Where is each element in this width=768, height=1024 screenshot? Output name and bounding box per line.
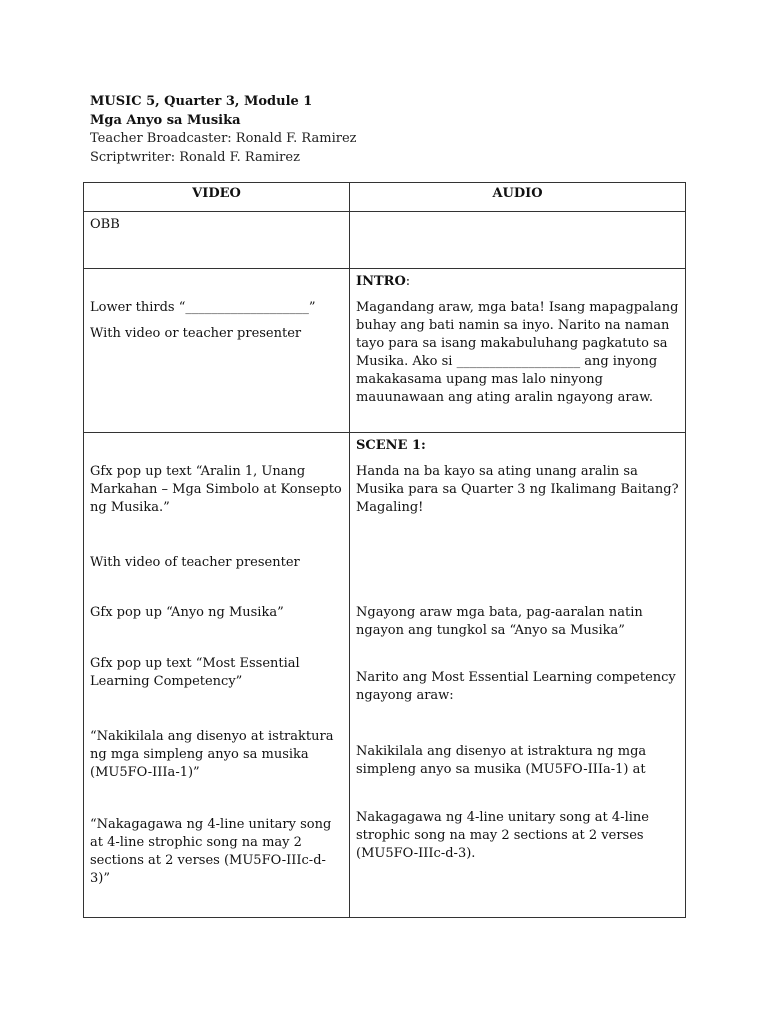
scene1-audio-intro: Handa na ba kayo sa ating unang aralin sa Musika para sa Quarter 3 ng Ikalimang Baitang? Magaling! — [356, 464, 679, 515]
scene1-video-presenter: With video of teacher presenter — [90, 555, 300, 570]
scene1-audio-anyo: Ngayong araw mga bata, pag-aaralan natin ngayon ang tungkol sa “Anyo sa Musika” — [356, 605, 643, 638]
scene1-competency-2: “Nakagagawa ng 4-line unitary song at 4-line strophic song na may 2 sections at 2 verses (MU5FO-IIIc-d-3)” — [90, 817, 332, 886]
scene1-gfx-melc: Gfx pop up text “Most Essential Learning Competency” — [90, 656, 300, 689]
module-title: MUSIC 5, Quarter 3, Module 1 — [90, 94, 313, 109]
scene1-gfx-aralin: Gfx pop up text “Aralin 1, Unang Markahan – Mga Simbolo at Konsepto ng Musika.” — [90, 464, 342, 515]
scriptwriter: Scriptwriter: Ronald F. Ramirez — [90, 149, 300, 165]
scene1-gfx-anyo: Gfx pop up “Anyo ng Musika” — [90, 605, 284, 620]
obb-row — [84, 212, 686, 269]
intro-video-presenter: With video or teacher presenter — [90, 326, 302, 341]
audio-column-header: AUDIO — [350, 183, 686, 212]
scene1-audio-competency-1: Nakikilala ang disenyo at istraktura ng mga simpleng anyo sa musika (MU5FO-IIIa-1) at — [356, 744, 647, 777]
intro-video-cell — [84, 269, 350, 433]
intro-heading: INTRO: — [356, 274, 411, 289]
scene1-heading: SCENE 1: — [356, 438, 426, 453]
intro-audio-text: Magandang araw, mga bata! Isang mapagpalang buhay ang bati namin sa inyo. Narito na naman tayo para sa isang makabuluhang pagkatuto sa Musika. Ako si ___________________ ang inyong makakasama upang mas lalo ninyong mauunawaan ang ating aralin ngayong araw. — [356, 300, 679, 405]
obb-audio-cell — [350, 212, 686, 269]
lesson-title: Mga Anyo sa Musika — [90, 112, 241, 128]
intro-row — [84, 269, 686, 433]
obb-video-text: OBB — [90, 217, 120, 232]
scene1-audio-competency-2: Nakagagawa ng 4-line unitary song at 4-line strophic song na may 2 sections at 2 verses (MU5FO-IIIc-d-3). — [356, 810, 649, 861]
document-header — [90, 93, 357, 167]
scene1-video-cell — [84, 433, 350, 918]
teacher-broadcaster: Teacher Broadcaster: Ronald F. Ramirez — [90, 131, 357, 146]
scene1-competency-1: “Nakikilala ang disenyo at istraktura ng mga simpleng anyo sa musika (MU5FO-IIIa-1)” — [90, 729, 334, 780]
intro-lower-thirds: Lower thirds “___________________” — [90, 300, 316, 315]
video-column-header: VIDEO — [84, 183, 350, 212]
scene1-row — [84, 433, 686, 918]
intro-audio-cell — [350, 269, 686, 433]
script-table — [83, 182, 686, 918]
obb-video-cell — [84, 212, 350, 269]
table-header-row — [84, 183, 686, 212]
scene1-audio-cell — [350, 433, 686, 918]
scene1-audio-melc: Narito ang Most Essential Learning competency ngayong araw: — [356, 670, 676, 703]
